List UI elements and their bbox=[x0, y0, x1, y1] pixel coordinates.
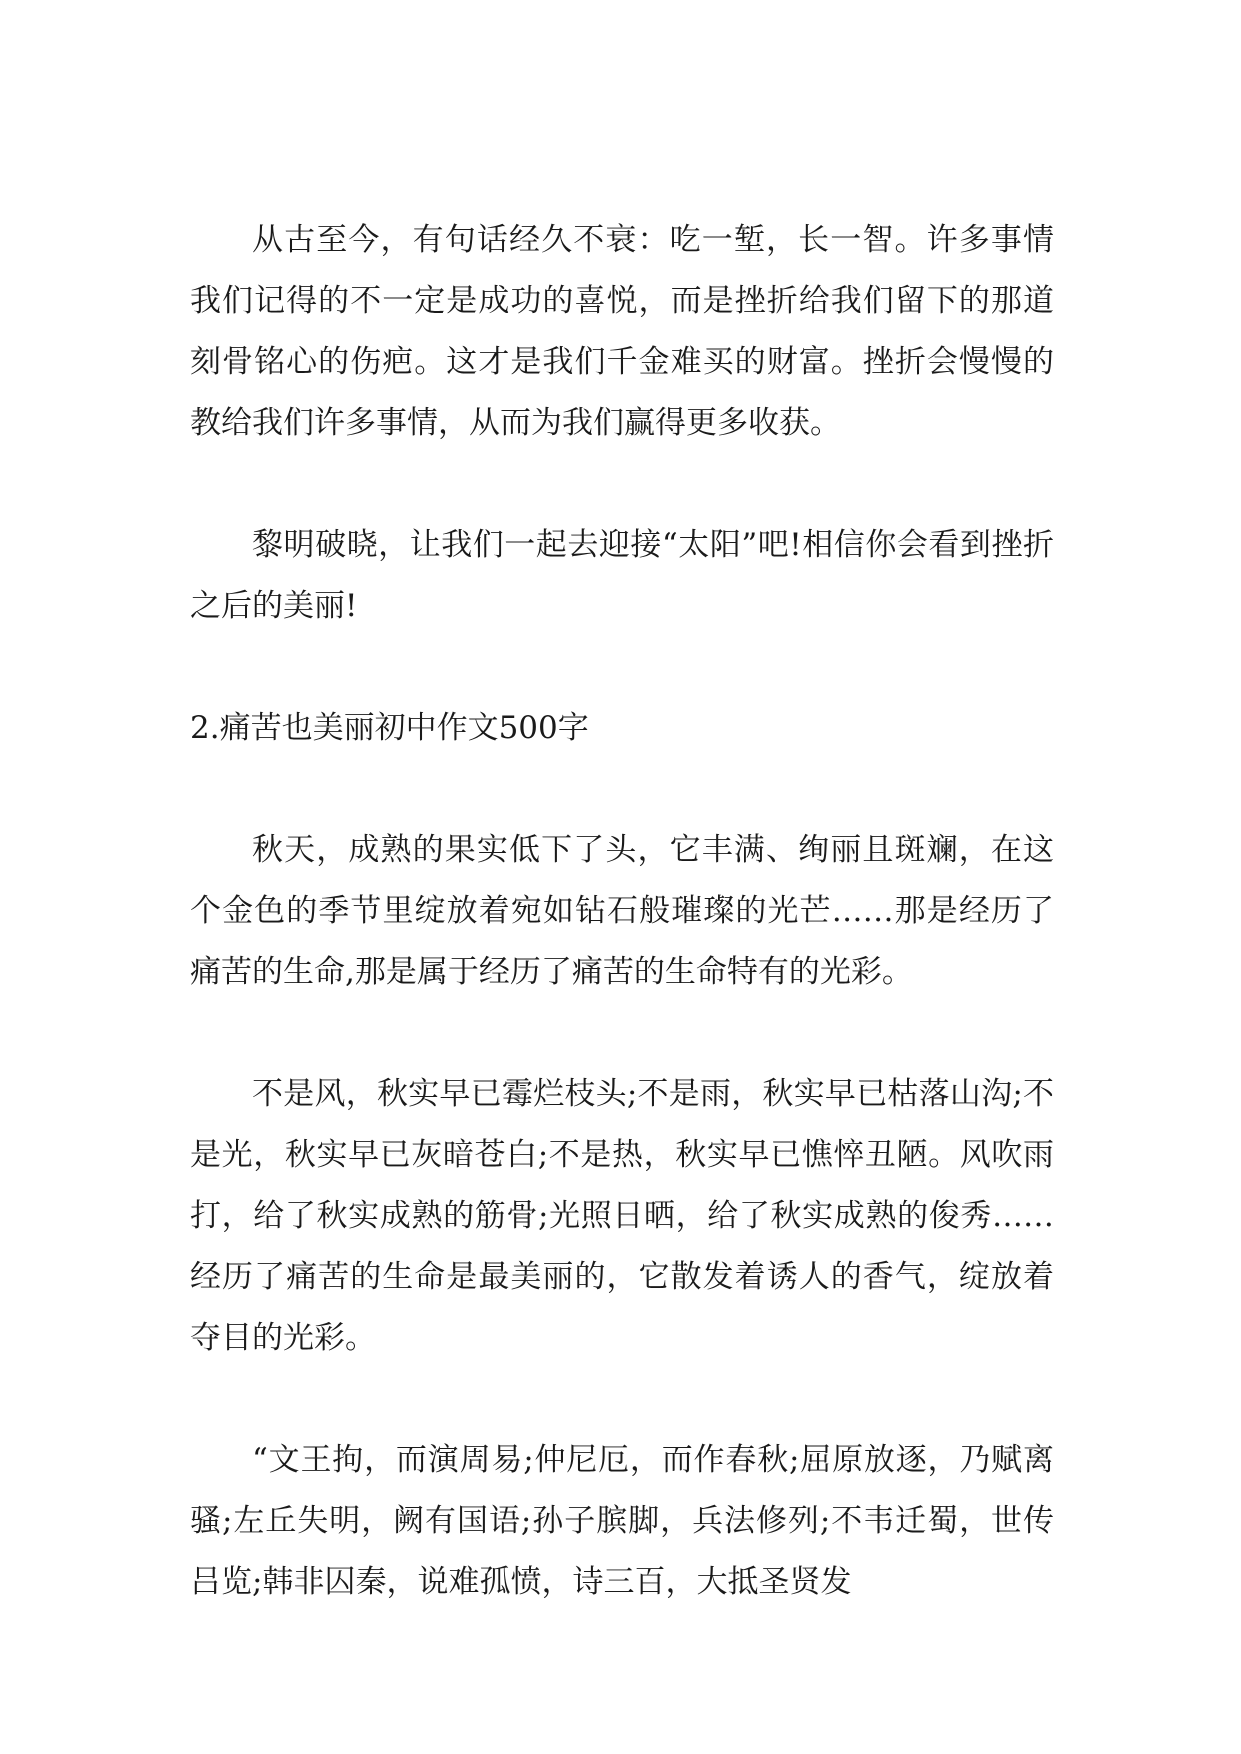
section-paragraph-2: 不是风，秋实早已霉烂枝头;不是雨，秋实早已枯落山沟;不是光，秋实早已灰暗苍白;不是热，秋实早已憔悴丑陋。风吹雨打，给了秋实成熟的筋骨;光照日晒，给了秋实成熟的俊秀……经历了痛苦的生命是最美丽的，它散发着诱人的香气，绽放着夺目的光彩。 bbox=[190, 1076, 1054, 1356]
section-heading: 2.痛苦也美丽初中作文500字 bbox=[190, 710, 589, 746]
paragraph-1: 从古至今，有句话经久不衰：吃一堑，长一智。许多事情我们记得的不一定是成功的喜悦，而是挫折给我们留下的那道刻骨铭心的伤疤。这才是我们千金难买的财富。挫折会慢慢的教给我们许多事情，从而为我们赢得更多收获。 bbox=[190, 222, 1054, 441]
document-body bbox=[190, 210, 1054, 1674]
paragraph-2: 黎明破晓，让我们一起去迎接“太阳”吧!相信你会看到挫折之后的美丽! bbox=[190, 527, 1054, 624]
section-paragraph-3: “文王拘，而演周易;仲尼厄，而作春秋;屈原放逐，乃赋离骚;左丘失明，阙有国语;孙子膑脚，兵法修列;不韦迁蜀，世传吕览;韩非囚秦，说难孤愤，诗三百，大抵圣贤发 bbox=[190, 1442, 1054, 1600]
section-paragraph-1: 秋天，成熟的果实低下了头，它丰满、绚丽且斑斓，在这个金色的季节里绽放着宛如钻石般璀璨的光芒……那是经历了痛苦的生命,那是属于经历了痛苦的生命特有的光彩。 bbox=[190, 832, 1054, 990]
